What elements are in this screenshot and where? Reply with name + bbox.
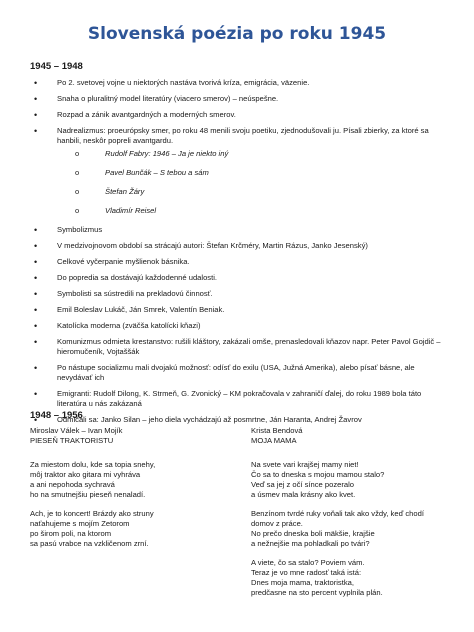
poem-title: MOJA MAMA: [251, 436, 297, 445]
poem-line: A viete, čo sa stalo? Poviem vám.: [251, 558, 365, 567]
page-title: Slovenská poézia po roku 1945: [87, 24, 387, 44]
poem-line: predčasne na sto percent vyplnila plán.: [251, 588, 383, 597]
poem-stanza: [30, 460, 230, 500]
poem-line: ho na smutnejšiu pieseň nenaladí.: [30, 490, 146, 499]
poem-line: Na svete vari krajšej mamy niet!: [251, 460, 359, 469]
poem-line: Čo sa to dneska s mojou mamou stalo?: [251, 470, 385, 479]
list-item-text: Nadrealizmus: proeurópsky smer, po roku 48 menili svoju poetiku, zjednodušovali ju. Písali zbierky, za ktoré sa hanbili, neskôr popreli avantgardu.: [57, 126, 429, 145]
poem-line: Dnes moja mama, traktoristka,: [251, 578, 354, 587]
poem-line: Za miestom dolu, kde sa topia snehy,: [30, 460, 156, 469]
list-item: • Odmlčali sa: Janko Silan – jeho diela vychádzajú až posmrtne, Ján Haranta, Andrej Žavrov: [30, 415, 450, 425]
list-item: • Symbolisti sa sústredili na prekladovú činnosť.: [30, 289, 450, 299]
list-item: • Symbolizmus: [30, 225, 450, 235]
poem-title: PIESEŇ TRAKTORISTU: [30, 436, 114, 445]
sub-list-item: o Vladimír Reisel: [75, 206, 450, 216]
poem-line: sa pasú vrabce na vzkličenom zrní.: [30, 539, 149, 548]
sub-list-item: o Rudolf Fabry: 1946 – Ja je niekto iný: [75, 149, 450, 159]
poem-line: domov z práce.: [251, 519, 303, 528]
poem-line: Benzínom tvrdé ruky voňali tak ako vždy, keď chodí: [251, 509, 424, 518]
section-heading-1948-1956: 1948 – 1956: [30, 410, 83, 421]
list-item: • V medzivojnovom období sa strácajú autori: Štefan Krčméry, Martin Rázus, Janko Jesenský): [30, 241, 450, 251]
list-item: • Po nástupe socializmu mali dvojakú možnosť: odísť do exilu (USA, Južná Amerika), alebo písať básne, ale nevydávať ich: [30, 363, 450, 383]
list-item: [30, 126, 450, 216]
poem-line: No prečo dneska boli mäkšie, krajšie: [251, 529, 375, 538]
list-item: • Komunizmus odmieta krestanstvo: rušili kláštory, zakázali omše, prenasledovali kňazov napr. Peter Pavol Gojdič – hieromučeník, Vojtaššák: [30, 337, 450, 357]
sub-list-item: o Štefan Žáry: [75, 187, 450, 197]
poem-right: [251, 426, 456, 598]
poem-line: Ach, je to koncert! Brázdy ako struny: [30, 509, 154, 518]
poem-line: po širom poli, na ktorom: [30, 529, 112, 538]
poem-line: môj traktor ako gitara mi vyhráva: [30, 470, 141, 479]
poem-author: Krista Bendová: [251, 426, 303, 435]
poem-line: Teraz je vo mne radosť taká istá:: [251, 568, 362, 577]
poem-line: a úsmev mala krásny ako kvet.: [251, 490, 356, 499]
poem-stanza: [30, 509, 230, 549]
bullet-list: [30, 78, 450, 431]
poem-line: a ani nepohoda sychravá: [30, 480, 115, 489]
list-item: • Celkové vyčerpanie myšlienok básnika.: [30, 257, 450, 267]
sub-list: [57, 149, 450, 216]
poem-authors: Miroslav Válek – Ivan Mojík: [30, 426, 123, 435]
list-item: • Do popredia sa dostávajú každodenné udalosti.: [30, 273, 450, 283]
list-item: • Emigranti: Rudolf Dilong, K. Strmeň, G. Zvonický – KM pokračovala v zahraničí ďalej, do roku 1989 bola táto literatúra u nás zakázaná: [30, 389, 450, 409]
poem-stanza: [251, 509, 456, 549]
list-item: • Emil Boleslav Lukáč, Ján Smrek, Valentín Beniak.: [30, 305, 450, 315]
poem-stanza: [251, 460, 456, 500]
list-item: • Snaha o pluralitný model literatúry (viacero smerov) – neúspešne.: [30, 94, 450, 104]
poem-left: [30, 426, 230, 549]
list-item: • Rozpad a zánik avantgardných a moderných smerov.: [30, 110, 450, 120]
list-item: • Katolícka moderna (zväčša katolícki kňazi): [30, 321, 450, 331]
poem-line: naťahujeme s mojím Zetorom: [30, 519, 130, 528]
poem-stanza: [251, 558, 456, 598]
poem-line: Veď sa jej z očí sínce pozeralo: [251, 480, 355, 489]
poem-line: a nežnejšie ma pohladkali po tvári?: [251, 539, 370, 548]
section-heading-1945-1948: 1945 – 1948: [30, 61, 83, 72]
list-item: • Po 2. svetovej vojne u niektorých nastáva tvorivá kríza, emigrácia, väzenie.: [30, 78, 450, 88]
sub-list-item: o Pavel Bunčák – S tebou a sám: [75, 168, 450, 178]
